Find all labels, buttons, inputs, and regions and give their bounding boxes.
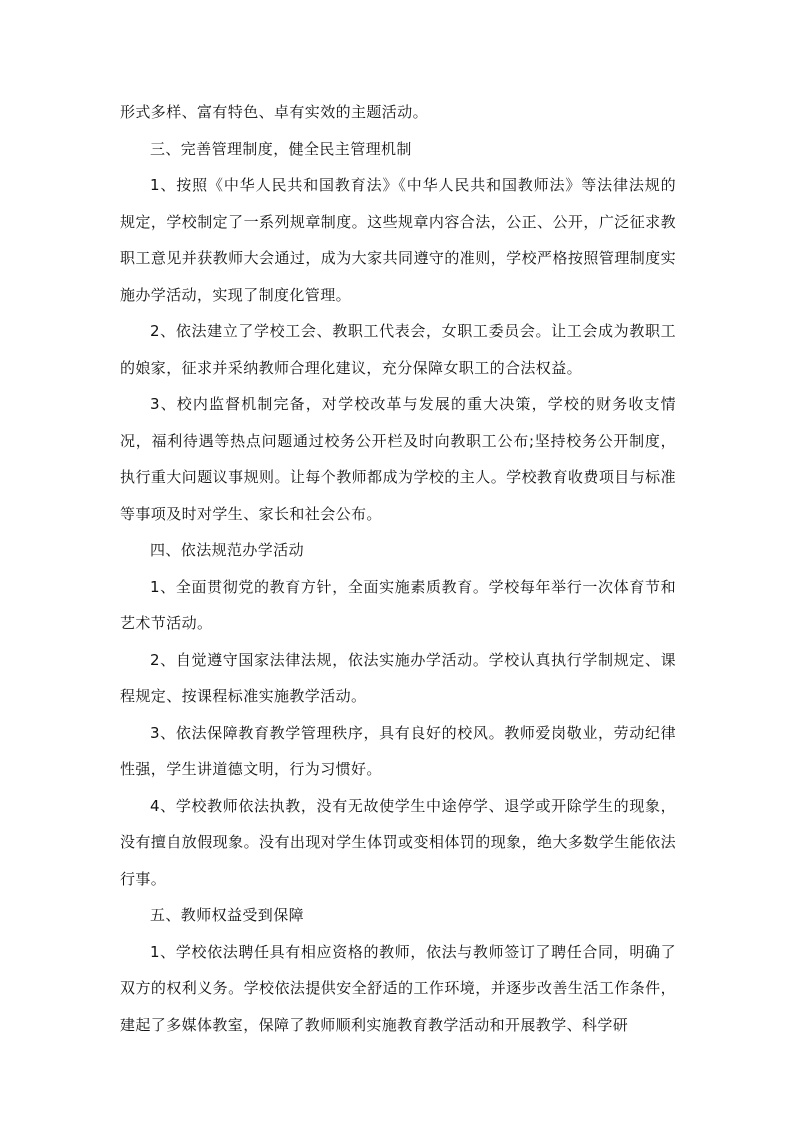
paragraph-activities-end: 形式多样、富有特色、卓有实效的主题活动。 — [120, 103, 429, 121]
heading-management-system: 三、完善管理制度，健全民主管理机制 — [150, 139, 412, 158]
paragraph-education-policy: 1、全面贯彻党的教育方针，全面实施素质教育。学校每年举行一次体育节和艺术节活动。 — [120, 577, 676, 632]
paragraph-teacher-contracts: 1、学校依法聘任具有相应资格的教师，依法与教师签订了聘任合同，明确了双方的权利义务。学校依法提供安全舒适的工作环境，并逐步改善生活工作条件，建起了多媒体教室，保障了教师顺利实施教育教学活动和开展教学、科学研 — [120, 942, 676, 1034]
heading-teacher-rights: 五、教师权益受到保障 — [150, 906, 305, 924]
paragraph-union: 2、依法建立了学校工会、教职工代表会，女职工委员会。让工会成为教职工的娘家，征求并采纳教师合理化建议，充分保障女职工的合法权益。 — [120, 322, 676, 377]
document-page — [120, 94, 676, 1043]
paragraph-rules-regulations: 1、按照《中华人民共和国教育法》《中华人民共和国教师法》等法律法规的规定，学校制定了一系列规章制度。这些规章内容合法，公正、公开，广泛征求教职工意见并获教师大会通过，成为大家共同遵守的准则，学校严格按照管理制度实施办学活动，实现了制度化管理。 — [120, 176, 676, 304]
heading-lawful-schooling: 四、依法规范办学活动 — [150, 541, 305, 559]
paragraph-supervision: 3、校内监督机制完备，对学校改革与发展的重大决策，学校的财务收支情况，福利待遇等热点问题通过校务公开栏及时向教职工公布;坚持校务公开制度，执行重大问题议事规则。让每个教师都成为学校的主人。学校教育收费项目与标准等事项及时对学生、家长和社会公布。 — [120, 395, 676, 523]
paragraph-teaching-order: 3、依法保障教育教学管理秩序，具有良好的校风。教师爱岗敬业，劳动纪律性强，学生讲道德文明，行为习惯好。 — [120, 723, 676, 778]
paragraph-teachers-lawful: 4、学校教师依法执教，没有无故使学生中途停学、退学或开除学生的现象，没有擅自放假现象。没有出现对学生体罚或变相体罚的现象，绝大多数学生能依法行事。 — [120, 796, 676, 888]
paragraph-laws-compliance: 2、自觉遵守国家法律法规，依法实施办学活动。学校认真执行学制规定、课程规定、按课程标准实施教学活动。 — [120, 650, 676, 705]
